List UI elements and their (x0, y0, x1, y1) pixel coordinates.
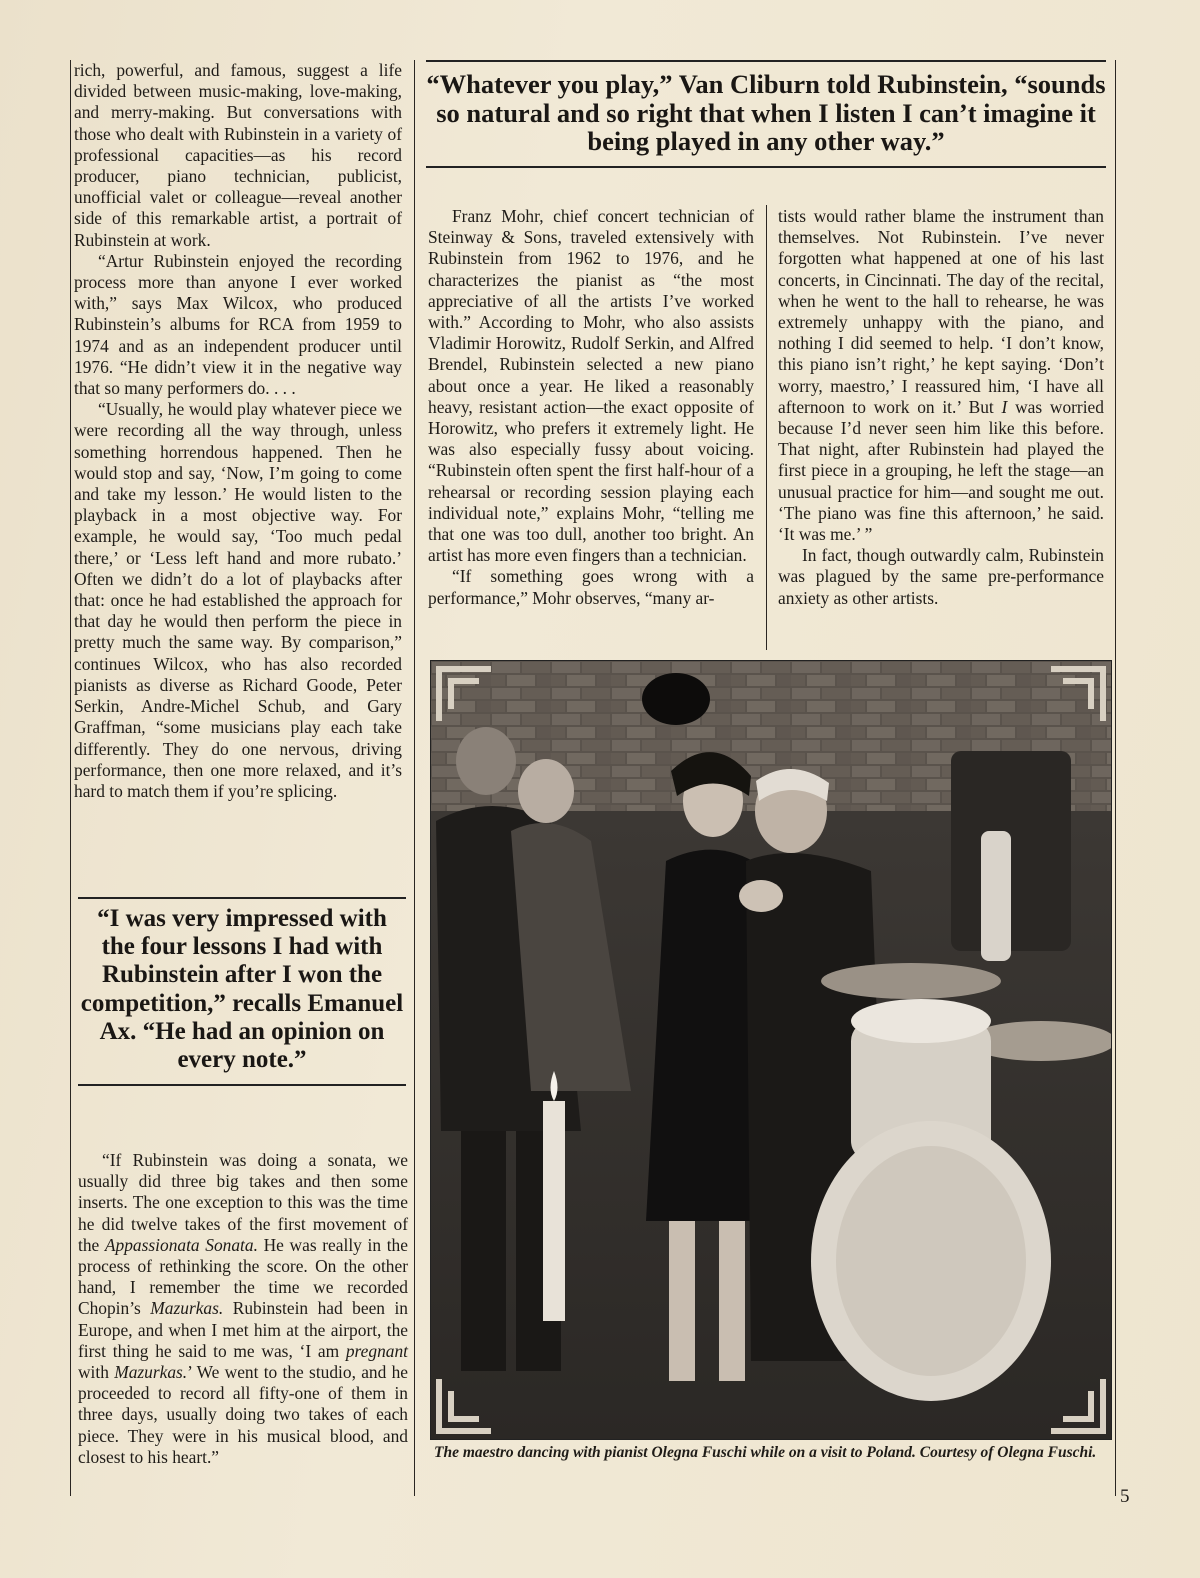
paragraph: tists would rather blame the instrument than themselves. Not Rubinstein. I’ve never forgotten what happened at one of his last concerts, in Cincinnati. The day of the recital, when he went to the hall to rehearse, he was extremely unhappy with the piano, and nothing I did seemed to help. ‘I don’t know, this piano isn’t right,’ he kept saying. ‘Don’t worry, maestro,’ I reassured him, ‘I have all afternoon to work on it.’ But I was worried because I’d never seen him like this before. That night, after Rubinstein had played the first piece in a grouping, he left the stage—an unusual practice for him—and sought me out. ‘The piano was fine this afternoon,’ he said. ‘It was me.’ ” (778, 206, 1104, 545)
paragraph: In fact, though outwardly calm, Rubinstein was plagued by the same pre-performance anxiety as other artists. (778, 545, 1104, 608)
pull-quote-top: “Whatever you play,” Van Cliburn told Rubinstein, “sounds so natural and so right that when I listen I can’t imagine it being played in any other way.” (426, 60, 1106, 168)
paragraph: Franz Mohr, chief concert technician of Steinway & Sons, traveled extensively with Rubinstein from 1962 to 1976, and he characterizes the pianist as “the most appreciative of all the artists I’ve worked with.” According to Mohr, who also assists Vladimir Horowitz, Rudolf Serkin, and Alfred Brendel, Rubinstein selected a new piano about once a year. He liked a reasonably heavy, resistant action—the exact opposite of Horowitz, who prefers it extremely light. He was also especially fussy about voicing. “Rubinstein often spent the first half-hour of a rehearsal or recording session playing each individual note,” explains Mohr, “telling me that one was too dull, another too bright. An artist has more even fingers than a technician. (428, 206, 754, 566)
left-margin-rule (70, 60, 71, 1496)
paragraph: “Usually, he would play whatever piece we were recording all the way through, unless something horrendous happened. Then he would stop and say, ‘Now, I’m going to come and take my lesson.’ He would listen to the playback in a most objective way. For example, he would say, ‘Too much pedal there,’ or ‘Less left hand and more rubato.’ Often we didn’t do a lot of playbacks after that: once he had established the approach for that day he would then perform the piece in pretty much the same way. By comparison,” continues Wilcox, who has also recorded pianists as diverse as Richard Goode, Peter Serkin, Andre-Michel Schub, and Gary Graffman, “some musicians play each take differently. They do one nervous, driving performance, then one more relaxed, and it’s hard to match them if you’re splicing. (74, 399, 402, 801)
paragraph: “If Rubinstein was doing a sonata, we usually did three big takes and then some inserts. The one exception to this was the time he did twelve takes of the first movement of the Appassionata Sonata. He was really in the process of rethinking the score. On the other hand, I remember the time we recorded Chopin’s Mazurkas. Rubinstein had been in Europe, and when I met him at the airport, the first thing he said to me was, ‘I am pregnant with Mazurkas.’ We went to the studio, and he proceeded to record all fifty-one of them in three days, usually doing two takes of each piece. They were in his musical blood, and closest to his heart.” (78, 1150, 408, 1467)
article-column-1-continued (78, 1150, 408, 1468)
article-column-3 (778, 206, 1104, 609)
clasped-hands (739, 880, 783, 912)
photo-caption: The maestro dancing with pianist Olegna Fuschi while on a visit to Poland. Courtesy of Olegna Fuschi. (434, 1444, 1097, 1461)
man-head (456, 727, 516, 795)
page-number: 5 (1120, 1486, 1130, 1507)
column-rule-1 (414, 60, 415, 1496)
paragraph: rich, powerful, and famous, suggest a life divided between music-making, love-making, and merry-making. But conversations with those who dealt with Rubinstein in a variety of professional capacities—as his record producer, piano technician, publicist, unofficial valet or colleague—reveal another side of this remarkable artist, a portrait of Rubinstein at work. (74, 60, 402, 250)
column-rule-2 (766, 205, 767, 650)
flying-hat (642, 673, 710, 725)
pull-quote-left: “I was very impressed with the four lessons I had with Rubinstein after I won the competition,” recalls Emanuel Ax. “He had an opinion on every note.” (78, 897, 406, 1086)
dance-photograph (430, 660, 1112, 1440)
right-margin-rule (1115, 60, 1116, 1496)
paragraph: “Artur Rubinstein enjoyed the recording process more than anyone I ever worked with,” says Max Wilcox, who produced Rubinstein’s albums for RCA from 1959 to 1974 and as an independent producer until 1976. “He didn’t view it in the negative way that so many performers do. . . . (74, 250, 402, 399)
article-column-1 (74, 60, 402, 802)
paragraph: “If something goes wrong with a performance,” Mohr observes, “many ar- (428, 566, 754, 608)
photo-illustration (431, 661, 1111, 1439)
article-column-2 (428, 206, 754, 609)
cymbal (821, 963, 1001, 999)
candle (543, 1101, 565, 1321)
